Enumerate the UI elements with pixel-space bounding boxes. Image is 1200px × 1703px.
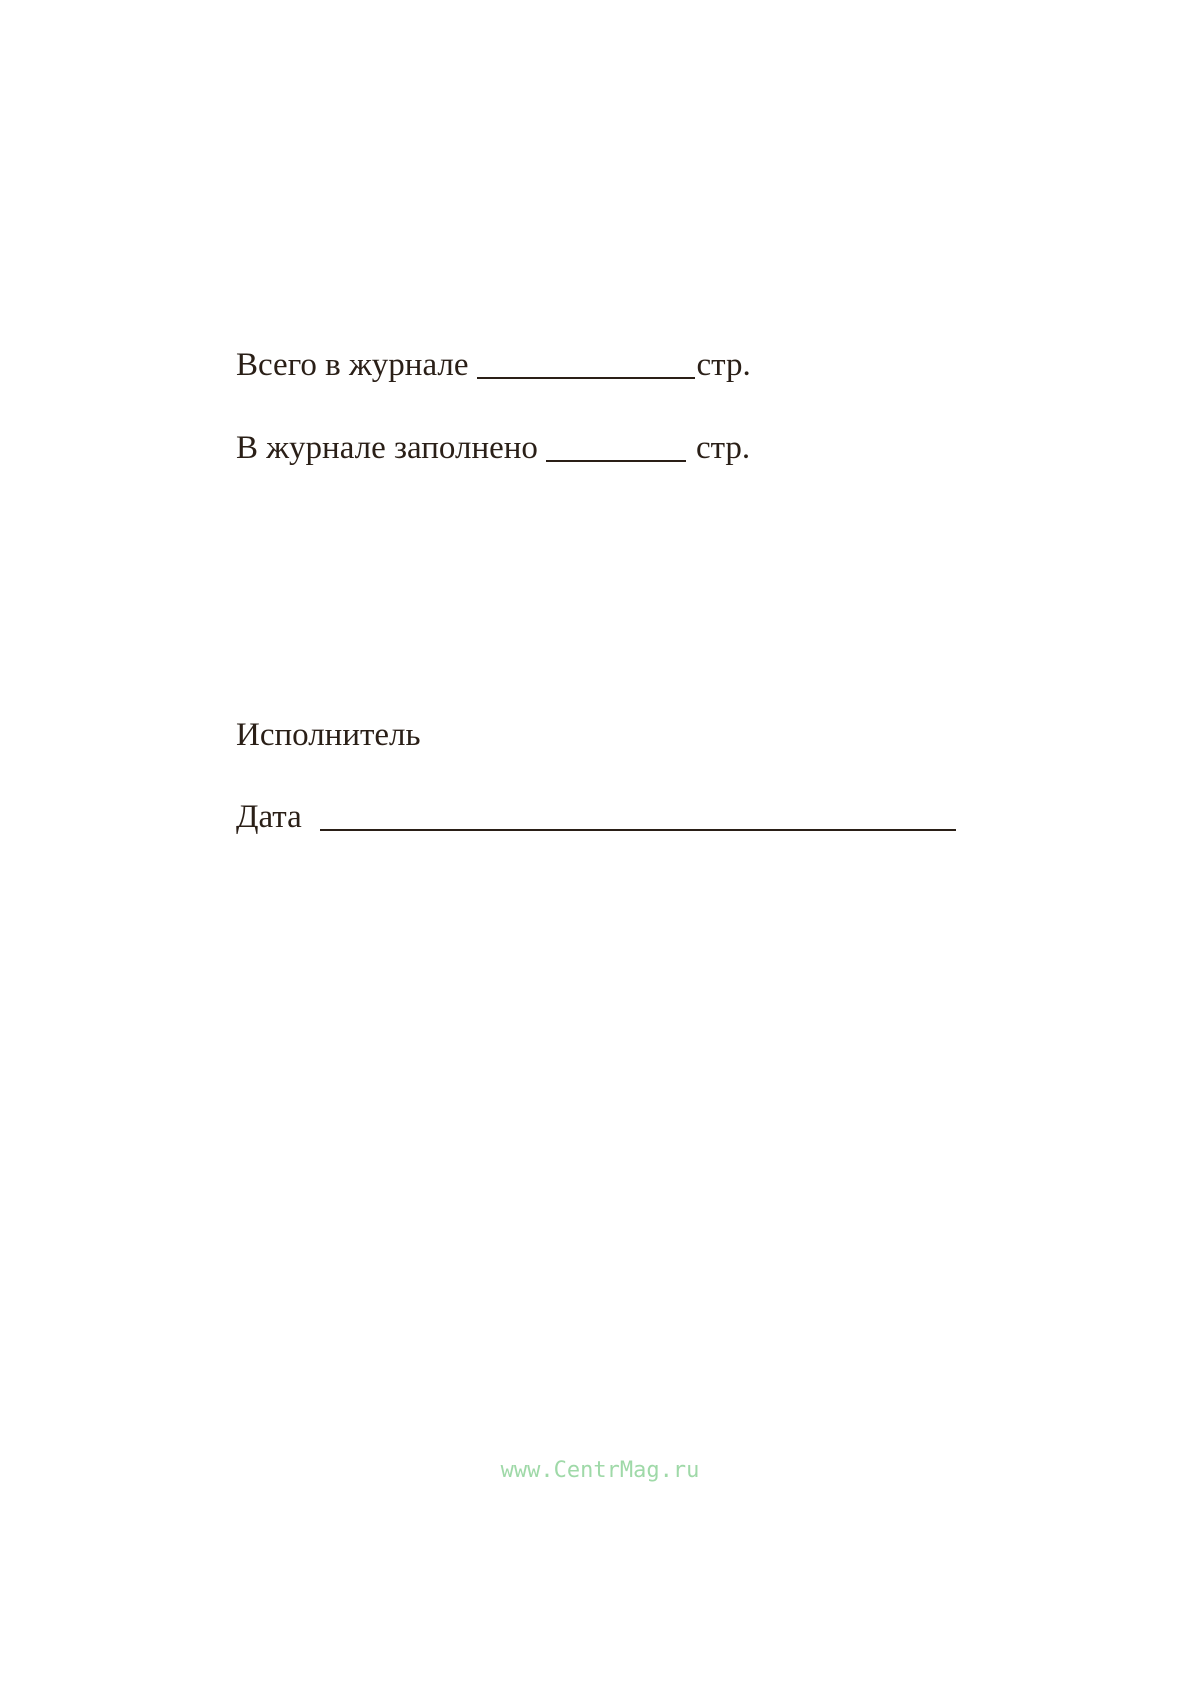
- total-pages-row: [236, 345, 751, 385]
- date-row: [236, 797, 956, 837]
- executor-label: Исполнитель: [236, 717, 421, 753]
- date-label: Дата: [236, 799, 302, 835]
- filled-pages-unit: стр.: [695, 430, 751, 466]
- executor-row: [236, 715, 421, 755]
- filled-pages-blank[interactable]: [546, 434, 686, 462]
- filled-pages-label: В журнале заполнено: [236, 430, 538, 466]
- total-pages-label: Всего в журнале: [236, 347, 469, 383]
- date-blank[interactable]: [320, 803, 956, 831]
- filled-pages-row: [236, 428, 750, 468]
- watermark: www.CentrMag.ru: [500, 1458, 700, 1483]
- total-pages-blank[interactable]: [477, 351, 695, 379]
- total-pages-unit: стр.: [696, 347, 751, 383]
